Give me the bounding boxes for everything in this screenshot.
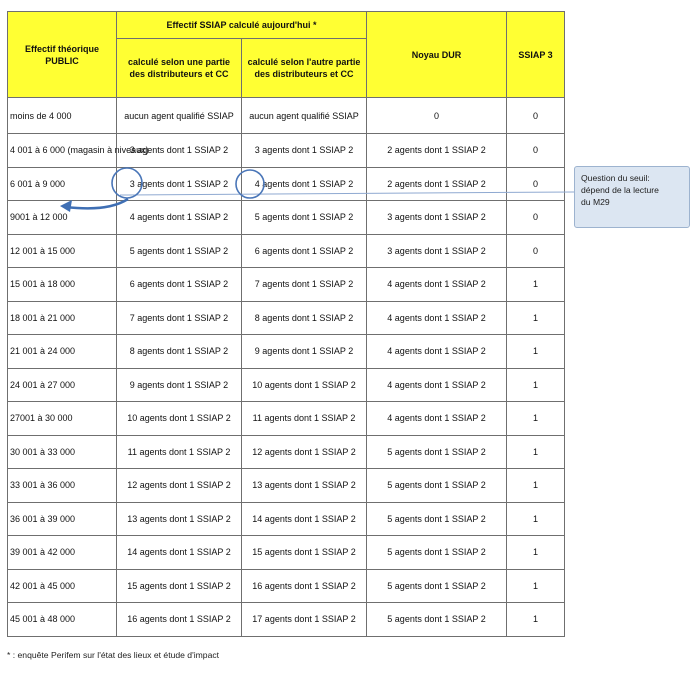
table-row <box>8 167 565 201</box>
callout-line-1: Question du seuil: <box>581 173 650 183</box>
cell-partie-2: 7 agents dont 1 SSIAP 2 <box>242 268 367 302</box>
cell-partie-1: 3 agents dont 1 SSIAP 2 <box>117 167 242 201</box>
cell-noyau-dur: 5 agents dont 1 SSIAP 2 <box>367 469 507 503</box>
cell-effectif: 30 001 à 33 000 <box>8 435 117 469</box>
cell-noyau-dur: 5 agents dont 1 SSIAP 2 <box>367 569 507 603</box>
cell-partie-1: 11 agents dont 1 SSIAP 2 <box>117 435 242 469</box>
table-row <box>8 268 565 302</box>
header-partie-2: calculé selon l'autre partie des distributeurs et CC <box>242 39 367 98</box>
cell-ssiap3: 0 <box>507 134 565 168</box>
cell-partie-1: aucun agent qualifié SSIAP <box>117 98 242 134</box>
cell-effectif: 33 001 à 36 000 <box>8 469 117 503</box>
cell-noyau-dur: 4 agents dont 1 SSIAP 2 <box>367 268 507 302</box>
cell-partie-1: 12 agents dont 1 SSIAP 2 <box>117 469 242 503</box>
cell-partie-2: 4 agents dont 1 SSIAP 2 <box>242 167 367 201</box>
table-row <box>8 201 565 235</box>
cell-partie-2: 16 agents dont 1 SSIAP 2 <box>242 569 367 603</box>
cell-noyau-dur: 5 agents dont 1 SSIAP 2 <box>367 536 507 570</box>
callout-line-3: du M29 <box>581 197 610 207</box>
cell-noyau-dur: 4 agents dont 1 SSIAP 2 <box>367 301 507 335</box>
cell-partie-1: 16 agents dont 1 SSIAP 2 <box>117 603 242 637</box>
cell-ssiap3: 1 <box>507 268 565 302</box>
cell-effectif: moins de 4 000 <box>8 98 117 134</box>
cell-partie-1: 3 agents dont 1 SSIAP 2 <box>117 134 242 168</box>
cell-ssiap3: 0 <box>507 167 565 201</box>
table-row <box>8 435 565 469</box>
ssiap-staffing-table <box>7 11 565 637</box>
cell-effectif: 18 001 à 21 000 <box>8 301 117 335</box>
cell-effectif: 24 001 à 27 000 <box>8 368 117 402</box>
cell-partie-1: 8 agents dont 1 SSIAP 2 <box>117 335 242 369</box>
cell-noyau-dur: 2 agents dont 1 SSIAP 2 <box>367 134 507 168</box>
table-row <box>8 569 565 603</box>
table-row <box>8 402 565 436</box>
cell-partie-2: 6 agents dont 1 SSIAP 2 <box>242 234 367 268</box>
cell-noyau-dur: 2 agents dont 1 SSIAP 2 <box>367 167 507 201</box>
cell-partie-2: 14 agents dont 1 SSIAP 2 <box>242 502 367 536</box>
table-row <box>8 603 565 637</box>
cell-partie-2: 3 agents dont 1 SSIAP 2 <box>242 134 367 168</box>
header-effectif-public: Effectif théorique PUBLIC <box>8 12 117 98</box>
cell-noyau-dur: 3 agents dont 1 SSIAP 2 <box>367 234 507 268</box>
cell-noyau-dur: 5 agents dont 1 SSIAP 2 <box>367 435 507 469</box>
cell-noyau-dur: 3 agents dont 1 SSIAP 2 <box>367 201 507 235</box>
cell-partie-1: 9 agents dont 1 SSIAP 2 <box>117 368 242 402</box>
cell-ssiap3: 0 <box>507 201 565 235</box>
cell-partie-2: 9 agents dont 1 SSIAP 2 <box>242 335 367 369</box>
cell-effectif: 15 001 à 18 000 <box>8 268 117 302</box>
cell-effectif: 9001 à 12 000 <box>8 201 117 235</box>
cell-ssiap3: 0 <box>507 234 565 268</box>
cell-partie-2: 13 agents dont 1 SSIAP 2 <box>242 469 367 503</box>
cell-partie-2: 5 agents dont 1 SSIAP 2 <box>242 201 367 235</box>
cell-partie-1: 15 agents dont 1 SSIAP 2 <box>117 569 242 603</box>
cell-noyau-dur: 5 agents dont 1 SSIAP 2 <box>367 502 507 536</box>
cell-partie-2: 8 agents dont 1 SSIAP 2 <box>242 301 367 335</box>
threshold-callout <box>574 166 690 228</box>
cell-effectif: 42 001 à 45 000 <box>8 569 117 603</box>
cell-partie-1: 4 agents dont 1 SSIAP 2 <box>117 201 242 235</box>
cell-ssiap3: 1 <box>507 569 565 603</box>
cell-partie-1: 10 agents dont 1 SSIAP 2 <box>117 402 242 436</box>
cell-ssiap3: 1 <box>507 502 565 536</box>
table-body <box>8 98 565 637</box>
cell-ssiap3: 1 <box>507 335 565 369</box>
footnote: * : enquête Perifem sur l'état des lieux et étude d'impact <box>7 650 220 660</box>
table-row <box>8 536 565 570</box>
cell-ssiap3: 1 <box>507 301 565 335</box>
cell-ssiap3: 1 <box>507 435 565 469</box>
cell-effectif: 27001 à 30 000 <box>8 402 117 436</box>
cell-partie-2: 15 agents dont 1 SSIAP 2 <box>242 536 367 570</box>
cell-partie-1: 6 agents dont 1 SSIAP 2 <box>117 268 242 302</box>
cell-partie-1: 5 agents dont 1 SSIAP 2 <box>117 234 242 268</box>
cell-noyau-dur: 4 agents dont 1 SSIAP 2 <box>367 402 507 436</box>
cell-partie-2: 10 agents dont 1 SSIAP 2 <box>242 368 367 402</box>
header-noyau-dur: Noyau DUR <box>367 12 507 98</box>
cell-partie-2: 11 agents dont 1 SSIAP 2 <box>242 402 367 436</box>
cell-noyau-dur: 4 agents dont 1 SSIAP 2 <box>367 368 507 402</box>
cell-effectif: 12 001 à 15 000 <box>8 234 117 268</box>
table-row <box>8 368 565 402</box>
header-partie-1: calculé selon une partie des distributeurs et CC <box>117 39 242 98</box>
header-ssiap3: SSIAP 3 <box>507 12 565 98</box>
cell-noyau-dur: 5 agents dont 1 SSIAP 2 <box>367 603 507 637</box>
cell-partie-2: 17 agents dont 1 SSIAP 2 <box>242 603 367 637</box>
cell-partie-1: 14 agents dont 1 SSIAP 2 <box>117 536 242 570</box>
cell-ssiap3: 1 <box>507 368 565 402</box>
cell-ssiap3: 1 <box>507 536 565 570</box>
cell-ssiap3: 1 <box>507 603 565 637</box>
cell-noyau-dur: 4 agents dont 1 SSIAP 2 <box>367 335 507 369</box>
cell-noyau-dur: 0 <box>367 98 507 134</box>
cell-effectif: 6 001 à 9 000 <box>8 167 117 201</box>
cell-effectif: 21 001 à 24 000 <box>8 335 117 369</box>
cell-effectif: 36 001 à 39 000 <box>8 502 117 536</box>
table-row <box>8 98 565 134</box>
cell-partie-1: 13 agents dont 1 SSIAP 2 <box>117 502 242 536</box>
table-row <box>8 335 565 369</box>
table-row <box>8 469 565 503</box>
table-row <box>8 301 565 335</box>
cell-effectif: 4 001 à 6 000 (magasin à niveaux) <box>8 134 117 168</box>
table-row <box>8 134 565 168</box>
cell-partie-2: 12 agents dont 1 SSIAP 2 <box>242 435 367 469</box>
header-effectif-ssiap-group: Effectif SSIAP calculé aujourd'hui * <box>117 12 367 39</box>
cell-effectif: 39 001 à 42 000 <box>8 536 117 570</box>
cell-partie-1: 7 agents dont 1 SSIAP 2 <box>117 301 242 335</box>
table-row <box>8 502 565 536</box>
cell-ssiap3: 0 <box>507 98 565 134</box>
cell-ssiap3: 1 <box>507 402 565 436</box>
cell-ssiap3: 1 <box>507 469 565 503</box>
callout-line-2: dépend de la lecture <box>581 185 659 195</box>
table-row <box>8 234 565 268</box>
cell-effectif: 45 001 à 48 000 <box>8 603 117 637</box>
cell-partie-2: aucun agent qualifié SSIAP <box>242 98 367 134</box>
